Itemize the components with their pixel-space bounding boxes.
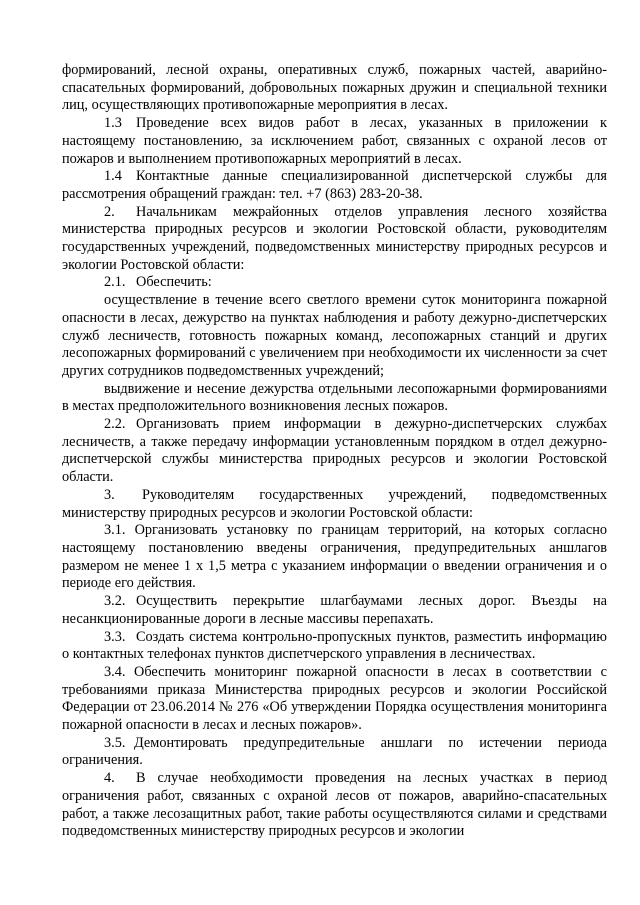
- paragraph-text: осуществление в течение всего светлого времени суток мониторинга пожарной опасности в лесах, дежурство на пунктах наблюдения и работу дежурно-диспетчерских служб лесничеств, готовность пожарных команд, лесопожарных станций и других лесопожарных формирований с увеличением при необходимости их численности за счет других сотрудников подведомственных учреждений;: [62, 292, 607, 379]
- paragraph-number: 3.5.: [104, 734, 126, 751]
- paragraph-text: Начальникам межрайонных отделов управления лесного хозяйства министерства природных ресурсов и экологии Ростовской области, руководителям государственных учреждений, подведомственных министерству природных ресурсов и экологии Ростовской области:: [62, 203, 607, 273]
- paragraph-4: [62, 770, 607, 841]
- paragraph-3-2: [62, 593, 607, 628]
- paragraph-text: Контактные данные специализированной диспетчерской службы для рассмотрения обращений граждан: тел. +7 (863) 283-20-38.: [62, 168, 607, 202]
- paragraph-text: 3.1. Организовать установку по границам территорий, на которых согласно настоящему постановлению введены ограничения, предупредительных аншлагов размером не менее 1 х 1,5 метра с указанием информации о введении ограничения и о периоде его действия.: [62, 522, 607, 592]
- paragraph-number: 1.3: [104, 115, 122, 132]
- paragraph-text: Проведение всех видов работ в лесах, указанных в приложении к настоящему постановлению, за исключением работ, связанных с охраной лесов от пожаров и выполнением противопожарных мероприятий в лесах.: [62, 115, 607, 167]
- paragraph-1-4: [62, 168, 607, 203]
- paragraph-number: 2.2.: [104, 416, 126, 433]
- paragraph-text: выдвижение и несение дежурства отдельными лесопожарными формированиями в местах предположительного возникновения лесных пожаров.: [62, 380, 607, 415]
- paragraph-text: Руководителям государственных учреждений, подведомственных министерству природных ресурсов и экологии Ростовской области:: [62, 486, 607, 521]
- paragraph-3: [62, 487, 607, 522]
- paragraph-number: 2.: [104, 203, 115, 220]
- paragraph-2-2: [62, 416, 607, 487]
- paragraph-2-1: [62, 274, 607, 292]
- paragraph-3-5: [62, 735, 607, 770]
- paragraph-text: Создать система контрольно-пропускных пунктов, разместить информацию о контактных телефонах пунктов диспетчерского управления в лесничествах.: [62, 628, 607, 663]
- paragraph-number: 3.2.: [104, 593, 126, 610]
- paragraph-number: 4.: [104, 770, 115, 787]
- paragraph-3-4: [62, 664, 607, 735]
- paragraph-text: Осуществить перекрытие шлагбаумами лесных дорог. Въезды на несанкционированные дороги в лесные массивы перепахать.: [62, 593, 607, 627]
- paragraph-text: Организовать прием информации в дежурно-диспетчерских службах лесничеств, а также передачу информации установленным порядком в отдел дежурно-диспетчерской службы министерства природных ресурсов и экологии Ростовской области.: [62, 416, 607, 486]
- paragraph-text: Обеспечить мониторинг пожарной опасности в лесах в соответствии с требованиями приказа Министерства природных ресурсов и экологии Российской Федерации от 23.06.2014 № 276 «Об утверждении Порядка осуществления мониторинга пожарной опасности в лесах и лесных пожаров».: [62, 663, 607, 734]
- paragraph-number: 2.1.: [104, 274, 126, 291]
- paragraph-2: [62, 204, 607, 275]
- paragraph-number: 1.4: [104, 168, 122, 185]
- paragraph-1-3: [62, 115, 607, 168]
- paragraph-number: 3.: [104, 486, 115, 503]
- document-body: [62, 62, 607, 841]
- paragraph-text: Обеспечить:: [136, 274, 212, 291]
- paragraph-number: 3.3.: [104, 628, 126, 645]
- paragraph-text: формирований, лесной охраны, оперативных служб, пожарных частей, аварийно-спасательных формирований, добровольных пожарных дружин и специальной техники лиц, осуществляющих противопожарные мероприятия в лесах.: [62, 62, 607, 114]
- paragraph-2-1-item-a: [62, 292, 607, 381]
- paragraph-text: Демонтировать предупредительные аншлаги по истечении периода ограничения.: [62, 734, 607, 769]
- paragraph-2-1-item-b: [62, 381, 607, 416]
- paragraph-continuation: [62, 62, 607, 115]
- paragraph-number: 3.4.: [104, 663, 126, 680]
- paragraph-3-1: [62, 522, 607, 593]
- paragraph-text: В случае необходимости проведения на лесных участках в период ограничения работ, связанных с охраной лесов от пожаров, аварийно-спасательных работ, а также лесозащитных работ, такие работы осуществляются силами и средствами подведомственных министерству природных ресурсов и экологии: [62, 770, 607, 840]
- paragraph-3-3: [62, 629, 607, 664]
